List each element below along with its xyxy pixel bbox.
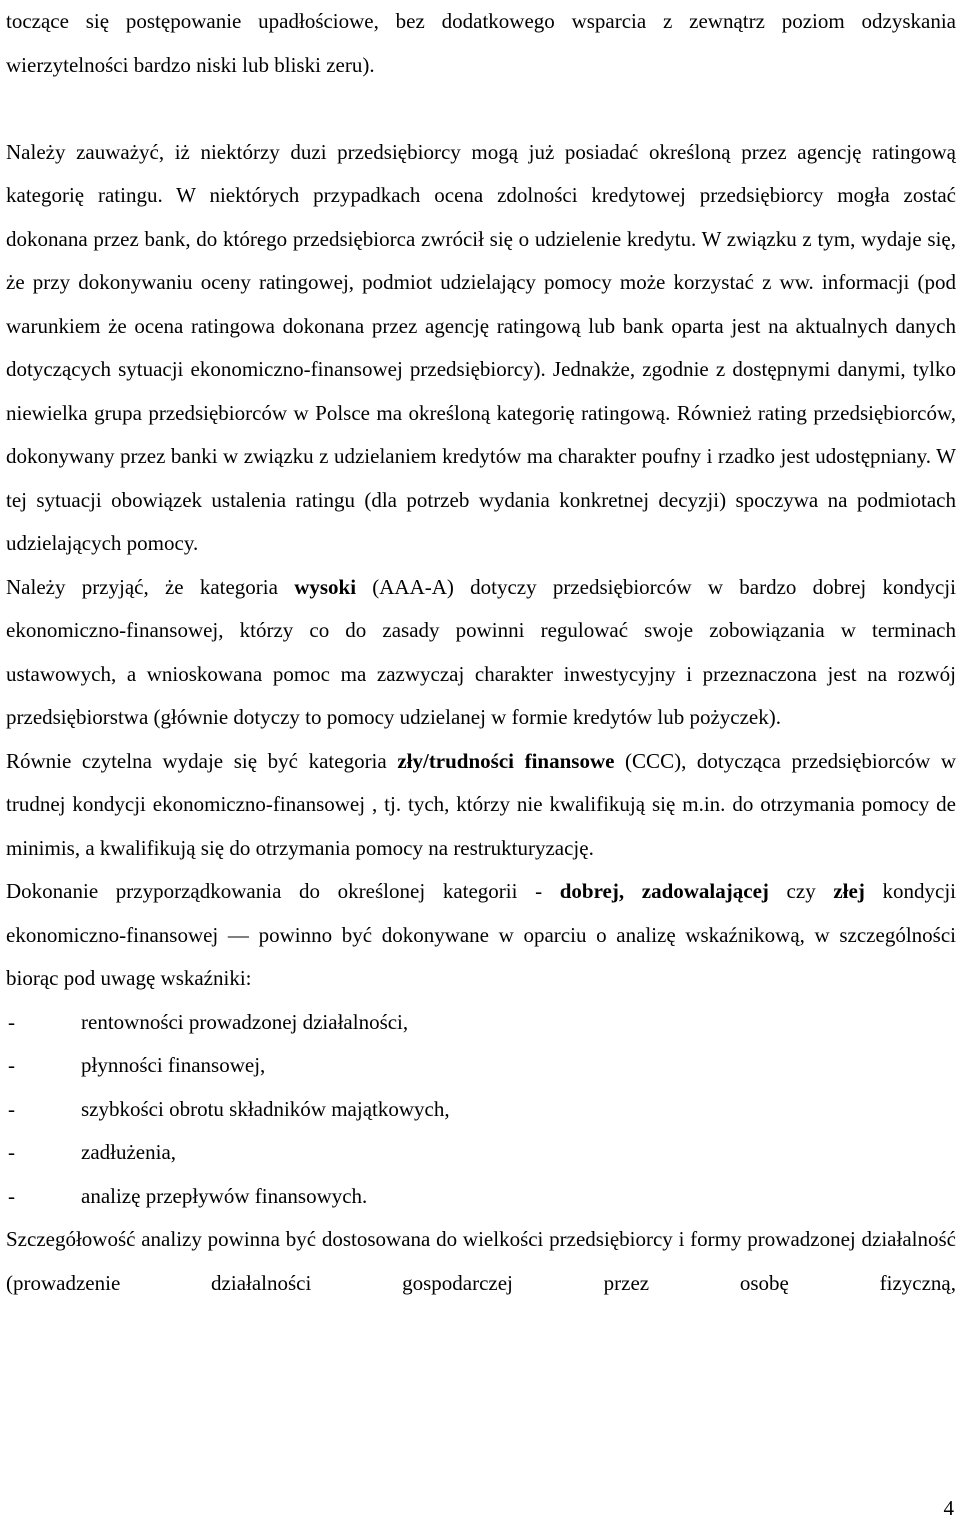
list-item-text: płynności finansowej, xyxy=(81,1053,266,1077)
paragraph-category-high xyxy=(6,566,956,740)
text: (CCC), dotycząca przedsiębiorców w trudnej kondycji ekonomiczno-finansowej , tj. tych, którzy nie kwalifikują się m.in. do otrzymania pomocy de minimis, a kwalifikują się do otrzymania pomocy na restrukturyzację. xyxy=(6,748,957,860)
paragraph-rating-agencies: Należy zauważyć, iż niektórzy duzi przedsiębiorcy mogą już posiadać określoną przez agencję ratingową kategorię ratingu. W niektórych przypadkach ocena zdolności kredytowej przedsiębiorcy mogła zostać dokonana przez bank, do którego przedsiębiorca zwrócił się o udzielenie kredytu. W związku z tym, wydaje się, że przy dokonywaniu oceny ratingowej, podmiot udzielający pomocy może korzystać z ww. informacji (pod warunkiem że ocena ratingowa dokonana przez agencję ratingową lub bank oparta jest na aktualnych danych dotyczących sytuacji ekonomiczno-finansowej przedsiębiorcy). Jednakże, zgodnie z dostępnymi danymi, tylko niewielka grupa przedsiębiorców w Polsce ma określoną kategorię ratingową. Również rating przedsiębiorców, dokonywany przez banki w związku z udzielaniem kredytów ma charakter poufny i rzadko jest udostępniany. W tej sytuacji obowiązek ustalenia ratingu (dla potrzeb wydania konkretnej decyzji) spoczywa na podmiotach udzielających pomocy. xyxy=(6,139,956,555)
text: czy xyxy=(768,879,834,903)
bold-term-poor: złej xyxy=(833,879,865,903)
paragraph-assignment xyxy=(6,870,956,1001)
text: kondycji ekonomiczno-finansowej — powinno być dokonywane w oparciu o analizę wskaźnikową, w szczególności biorąc pod uwagę wskaźniki: xyxy=(6,879,956,990)
paragraph-analysis-detail: Szczegółowość analizy powinna być dostosowana do wielkości przedsiębiorcy i formy prowadzonej działalność (prowadzenie działalności gospodarczej przez osobę fizyczną, xyxy=(6,1227,956,1295)
list-item xyxy=(6,1131,956,1175)
list-dash: - xyxy=(8,1096,15,1121)
list-dash: - xyxy=(8,1183,15,1208)
text: Dokonanie przyporządkowania do określonej kategorii - xyxy=(6,879,560,903)
paragraph-continuation: toczące się postępowanie upadłościowe, bez dodatkowego wsparcia z zewnątrz poziom odzyskania wierzytelności bardzo niski lub bliski zeru). xyxy=(6,9,956,77)
list-item-text: szybkości obrotu składników majątkowych, xyxy=(81,1096,450,1121)
indicator-list xyxy=(6,1001,956,1219)
list-item-text: analizę przepływów finansowych. xyxy=(81,1183,368,1208)
bold-term-high: wysoki xyxy=(294,574,357,599)
list-dash: - xyxy=(8,1009,15,1034)
bold-term-bad: zły/trudności finansowe xyxy=(397,748,615,773)
list-item-text: rentowności prowadzonej działalności, xyxy=(81,1009,409,1034)
text: (AAA-A) dotyczy przedsiębiorców w bardzo dobrej kondycji ekonomiczno-finansowej, którzy co do zasady powinni regulować swoje zobowiązania w terminach ustawowych, a wnioskowana pomoc ma zazwyczaj charakter inwestycyjny i przeznaczona jest na rozwój przedsiębiorstwa (głównie dotyczy to pomocy udzielanej w formie kredytów lub pożyczek). xyxy=(6,574,956,729)
list-item xyxy=(6,1001,956,1045)
text: Równie czytelna wydaje się być kategoria xyxy=(6,748,398,773)
list-dash: - xyxy=(8,1140,15,1164)
list-item-text: zadłużenia, xyxy=(81,1140,177,1164)
document-page xyxy=(6,0,956,1305)
paragraph-gap xyxy=(6,87,956,131)
list-item xyxy=(6,1088,956,1132)
bold-term-good: dobrej, zadowalającej xyxy=(559,879,769,903)
text: Należy przyjąć, że kategoria xyxy=(6,574,295,599)
page-number: 4 xyxy=(943,1496,954,1520)
list-item xyxy=(6,1044,956,1088)
list-dash: - xyxy=(8,1053,15,1077)
list-item xyxy=(6,1175,956,1219)
paragraph-category-bad xyxy=(6,740,956,871)
